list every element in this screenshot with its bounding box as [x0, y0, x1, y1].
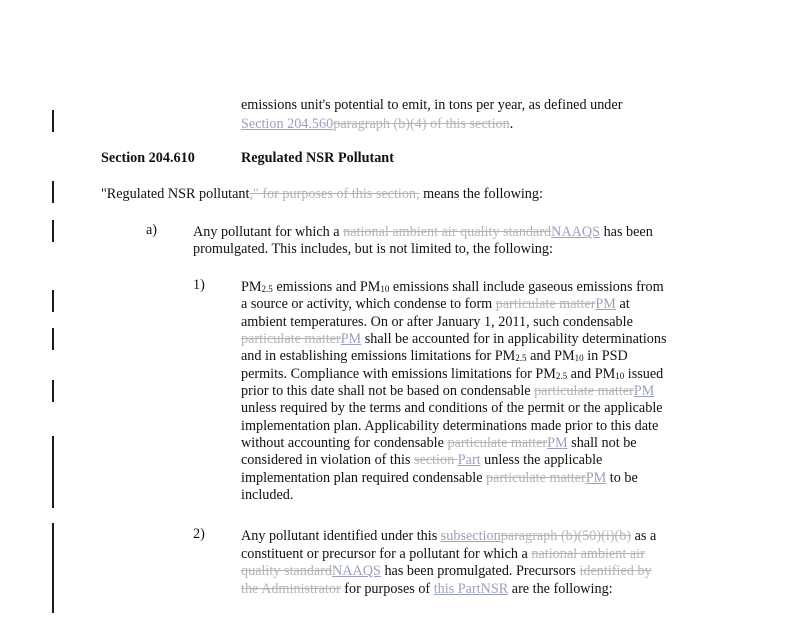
text-line: [241, 366, 663, 383]
text-run: ambient temperatures. On or after January 1, 2011, such condensable: [241, 314, 633, 330]
subscript-text: 10: [615, 371, 625, 381]
text-run: 1): [193, 277, 205, 293]
text-line: [241, 452, 602, 469]
text-run: and PM: [526, 348, 575, 364]
text-line: [241, 470, 638, 487]
text-line: [193, 224, 653, 241]
text-line: [241, 314, 633, 331]
inserted-text: Part: [457, 452, 481, 468]
text-run: considered in violation of this: [241, 452, 414, 468]
inserted-text: PM: [595, 296, 616, 312]
inserted-text: PM: [585, 470, 607, 486]
text-line: [241, 116, 513, 133]
text-line: [241, 400, 663, 417]
inserted-text: Section 204.560: [241, 116, 334, 132]
list-marker: [193, 277, 205, 294]
deleted-text: national ambient air: [531, 546, 645, 562]
text-line: [241, 528, 656, 545]
text-run: emissions and PM: [272, 279, 381, 295]
deleted-text: paragraph (b)(50)(i)(b): [500, 528, 632, 544]
text-line: [241, 581, 613, 598]
text-line: [241, 563, 652, 580]
deleted-text: quality standard: [241, 563, 333, 579]
deleted-text: particulate matter: [447, 435, 548, 451]
change-bar: [52, 523, 54, 613]
deleted-text: particulate matter: [486, 470, 586, 486]
text-line: [101, 186, 543, 203]
text-run: to be: [606, 470, 638, 486]
change-bar: [52, 220, 54, 242]
text-run: and PM: [567, 366, 616, 382]
text-run: 2): [193, 526, 205, 542]
section-number: [101, 150, 195, 167]
deleted-text: particulate matter: [495, 296, 596, 312]
inserted-text: PM: [340, 331, 362, 347]
text-run: "Regulated NSR pollutant: [101, 186, 250, 202]
text-run: Any pollutant identified under this: [241, 528, 441, 544]
text-line: [241, 296, 630, 313]
text-line: [241, 383, 654, 400]
text-run: PM: [241, 279, 262, 295]
text-run: emissions shall include gaseous emissions from: [389, 279, 664, 295]
text-line: [193, 241, 553, 258]
text-run: has been promulgated. Precursors: [380, 563, 580, 579]
inserted-text: PM: [633, 383, 655, 399]
change-bar: [52, 328, 54, 350]
subscript-text: 2.5: [261, 284, 273, 294]
text-line: [241, 546, 645, 563]
deleted-text: section: [413, 452, 458, 468]
text-run: a): [146, 222, 158, 238]
inserted-text: NAAQS: [551, 224, 601, 240]
text-run: in PSD: [583, 348, 628, 364]
text-run: without accounting for condensable: [241, 435, 448, 451]
text-run: permits. Compliance with emissions limitations for PM: [241, 366, 556, 382]
text-run: Any pollutant for which a: [193, 224, 344, 240]
deleted-text: national ambient air quality standard: [343, 224, 552, 240]
text-run: at: [615, 296, 630, 312]
text-run: unless required by the terms and conditions of the permit or the applicable: [241, 400, 663, 416]
text-run: unless the applicable: [480, 452, 603, 468]
change-bar: [52, 110, 54, 132]
subscript-text: 2.5: [555, 371, 568, 381]
text-run: constituent or precursor for a pollutant for which a: [241, 546, 532, 562]
subscript-text: 10: [574, 353, 584, 363]
text-run: has been: [600, 224, 653, 240]
text-run: shall not be: [567, 435, 637, 451]
text-run: Regulated NSR Pollutant: [241, 150, 394, 166]
text-run: included.: [241, 487, 294, 503]
inserted-text: this Part: [433, 581, 481, 597]
change-bar: [52, 181, 54, 203]
text-line: [241, 97, 622, 114]
text-run: prior to this date shall not be based on condensable: [241, 383, 535, 399]
subscript-text: 2.5: [515, 353, 527, 363]
deleted-text: the Administrator: [241, 581, 341, 597]
text-line: [241, 435, 637, 452]
text-run: .: [509, 116, 514, 132]
text-run: issued: [624, 366, 664, 382]
text-run: emissions unit's potential to emit, in tons per year, as defined under: [241, 97, 623, 113]
inserted-text: subsection: [440, 528, 501, 544]
text-line: [241, 418, 658, 435]
text-run: implementation plan required condensable: [241, 470, 487, 486]
text-run: for purposes of: [340, 581, 434, 597]
text-line: [241, 331, 667, 348]
text-line: [241, 279, 664, 296]
deleted-text: ," for purposes of this section,: [249, 186, 420, 202]
text-line: [241, 348, 628, 365]
inserted-text: NSR: [480, 581, 509, 597]
text-run: and in establishing emissions limitations for PM: [241, 348, 516, 364]
text-run: as a: [631, 528, 657, 544]
list-marker: [193, 526, 205, 543]
text-run: Section 204.610: [101, 150, 195, 166]
section-title: [241, 150, 394, 167]
change-bar: [52, 436, 54, 508]
change-bar: [52, 380, 54, 402]
deleted-text: particulate matter: [534, 383, 634, 399]
change-bar: [52, 290, 54, 312]
inserted-text: NAAQS: [332, 563, 381, 579]
text-run: shall be accounted for in applicability determinations: [361, 331, 667, 347]
text-run: means the following:: [419, 186, 543, 202]
deleted-text: paragraph (b)(4) of this section: [333, 116, 510, 132]
text-run: are the following:: [508, 581, 613, 597]
list-marker: [146, 222, 157, 239]
subscript-text: 10: [380, 284, 390, 294]
text-run: implementation plan. Applicability determinations made prior to this date: [241, 418, 659, 434]
text-run: a source or activity, which condense to form: [241, 296, 496, 312]
deleted-text: identified by: [579, 563, 652, 579]
text-run: promulgated. This includes, but is not limited to, the following:: [193, 241, 553, 257]
text-line: [241, 487, 293, 504]
inserted-text: PM: [547, 435, 568, 451]
deleted-text: particulate matter: [241, 331, 341, 347]
